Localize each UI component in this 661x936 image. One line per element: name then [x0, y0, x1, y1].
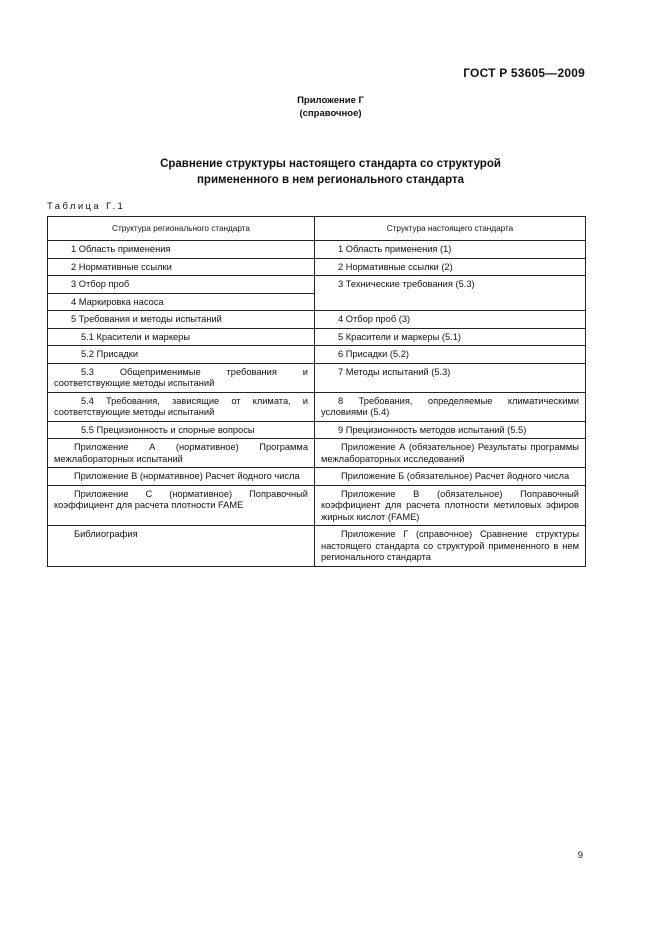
table-cell: Приложение Б (обязательное) Расчет йодного числа	[315, 468, 586, 486]
table-cell: 1 Область применения (1)	[315, 241, 586, 259]
page-number: 9	[577, 850, 583, 861]
table-cell: 1 Область применения	[48, 241, 315, 259]
table-cell: Приложение Г (справочное) Сравнение структуры настоящего стандарта со структурой примененного в нем регионального стандарта	[315, 526, 586, 567]
table-row	[48, 346, 586, 364]
section-title-line-1: Сравнение структуры настоящего стандарта со структурой	[160, 158, 501, 170]
appendix-kind: (справочное)	[299, 108, 362, 119]
table-cell: Приложение В (обязательное) Поправочный коэффициент для расчета плотности метиловых эфиров жирных кислот (FAME)	[315, 485, 586, 526]
table-cell: 8 Требования, определяемые климатическими условиями (5.4)	[315, 392, 586, 421]
table-cell: 9 Прецизионность методов испытаний (5.5)	[315, 421, 586, 439]
table-header-row	[48, 217, 586, 241]
comparison-table	[47, 216, 586, 567]
table-cell: 5.4 Требования, зависящие от климата, и соответствующие методы испытаний	[48, 392, 315, 421]
table-row	[48, 328, 586, 346]
table-cell: 3 Технические требования (5.3)	[315, 276, 586, 311]
appendix-heading	[0, 94, 661, 120]
appendix-title: Приложение Г	[297, 95, 364, 106]
table-row	[48, 485, 586, 526]
table-row	[48, 392, 586, 421]
table-row	[48, 363, 586, 392]
section-title	[0, 156, 661, 188]
table-cell: 4 Маркировка насоса	[48, 293, 315, 311]
table-cell: 5 Требования и методы испытаний	[48, 311, 315, 329]
table-row	[48, 468, 586, 486]
table-cell: Приложение С (нормативное) Поправочный коэффициент для расчета плотности FAME	[48, 485, 315, 526]
column-header-national: Структура настоящего стандарта	[315, 217, 586, 241]
table-cell: 5.1 Красители и маркеры	[48, 328, 315, 346]
section-title-line-2: примененного в нем регионального стандарта	[196, 174, 465, 186]
table-cell: 7 Методы испытаний (5.3)	[315, 363, 586, 392]
column-header-regional: Структура регионального стандарта	[48, 217, 315, 241]
table-cell: 6 Присадки (5.2)	[315, 346, 586, 364]
table-cell: 5.3 Общеприменимые требования и соответствующие методы испытаний	[48, 363, 315, 392]
document-code: ГОСТ Р 53605—2009	[463, 66, 585, 80]
table-row	[48, 311, 586, 329]
table-row	[48, 241, 586, 259]
table-cell: Приложение А (обязательное) Результаты программы межлабораторных исследований	[315, 439, 586, 468]
table-row	[48, 258, 586, 276]
table-row	[48, 421, 586, 439]
table-cell: 5 Красители и маркеры (5.1)	[315, 328, 586, 346]
table-cell: 4 Отбор проб (3)	[315, 311, 586, 329]
table-row	[48, 439, 586, 468]
table-label: Таблица Г.1	[47, 201, 126, 212]
table-row	[48, 526, 586, 567]
table-cell: 5.2 Присадки	[48, 346, 315, 364]
table-cell: 3 Отбор проб	[48, 276, 315, 294]
table-cell: 2 Нормативные ссылки (2)	[315, 258, 586, 276]
table-cell: 5.5 Прецизионность и спорные вопросы	[48, 421, 315, 439]
table-cell: 2 Нормативные ссылки	[48, 258, 315, 276]
table-cell: Приложение А (нормативное) Программа межлабораторных испытаний	[48, 439, 315, 468]
table-cell: Библиография	[48, 526, 315, 567]
table-row	[48, 276, 586, 294]
table-cell: Приложение В (нормативное) Расчет йодного числа	[48, 468, 315, 486]
